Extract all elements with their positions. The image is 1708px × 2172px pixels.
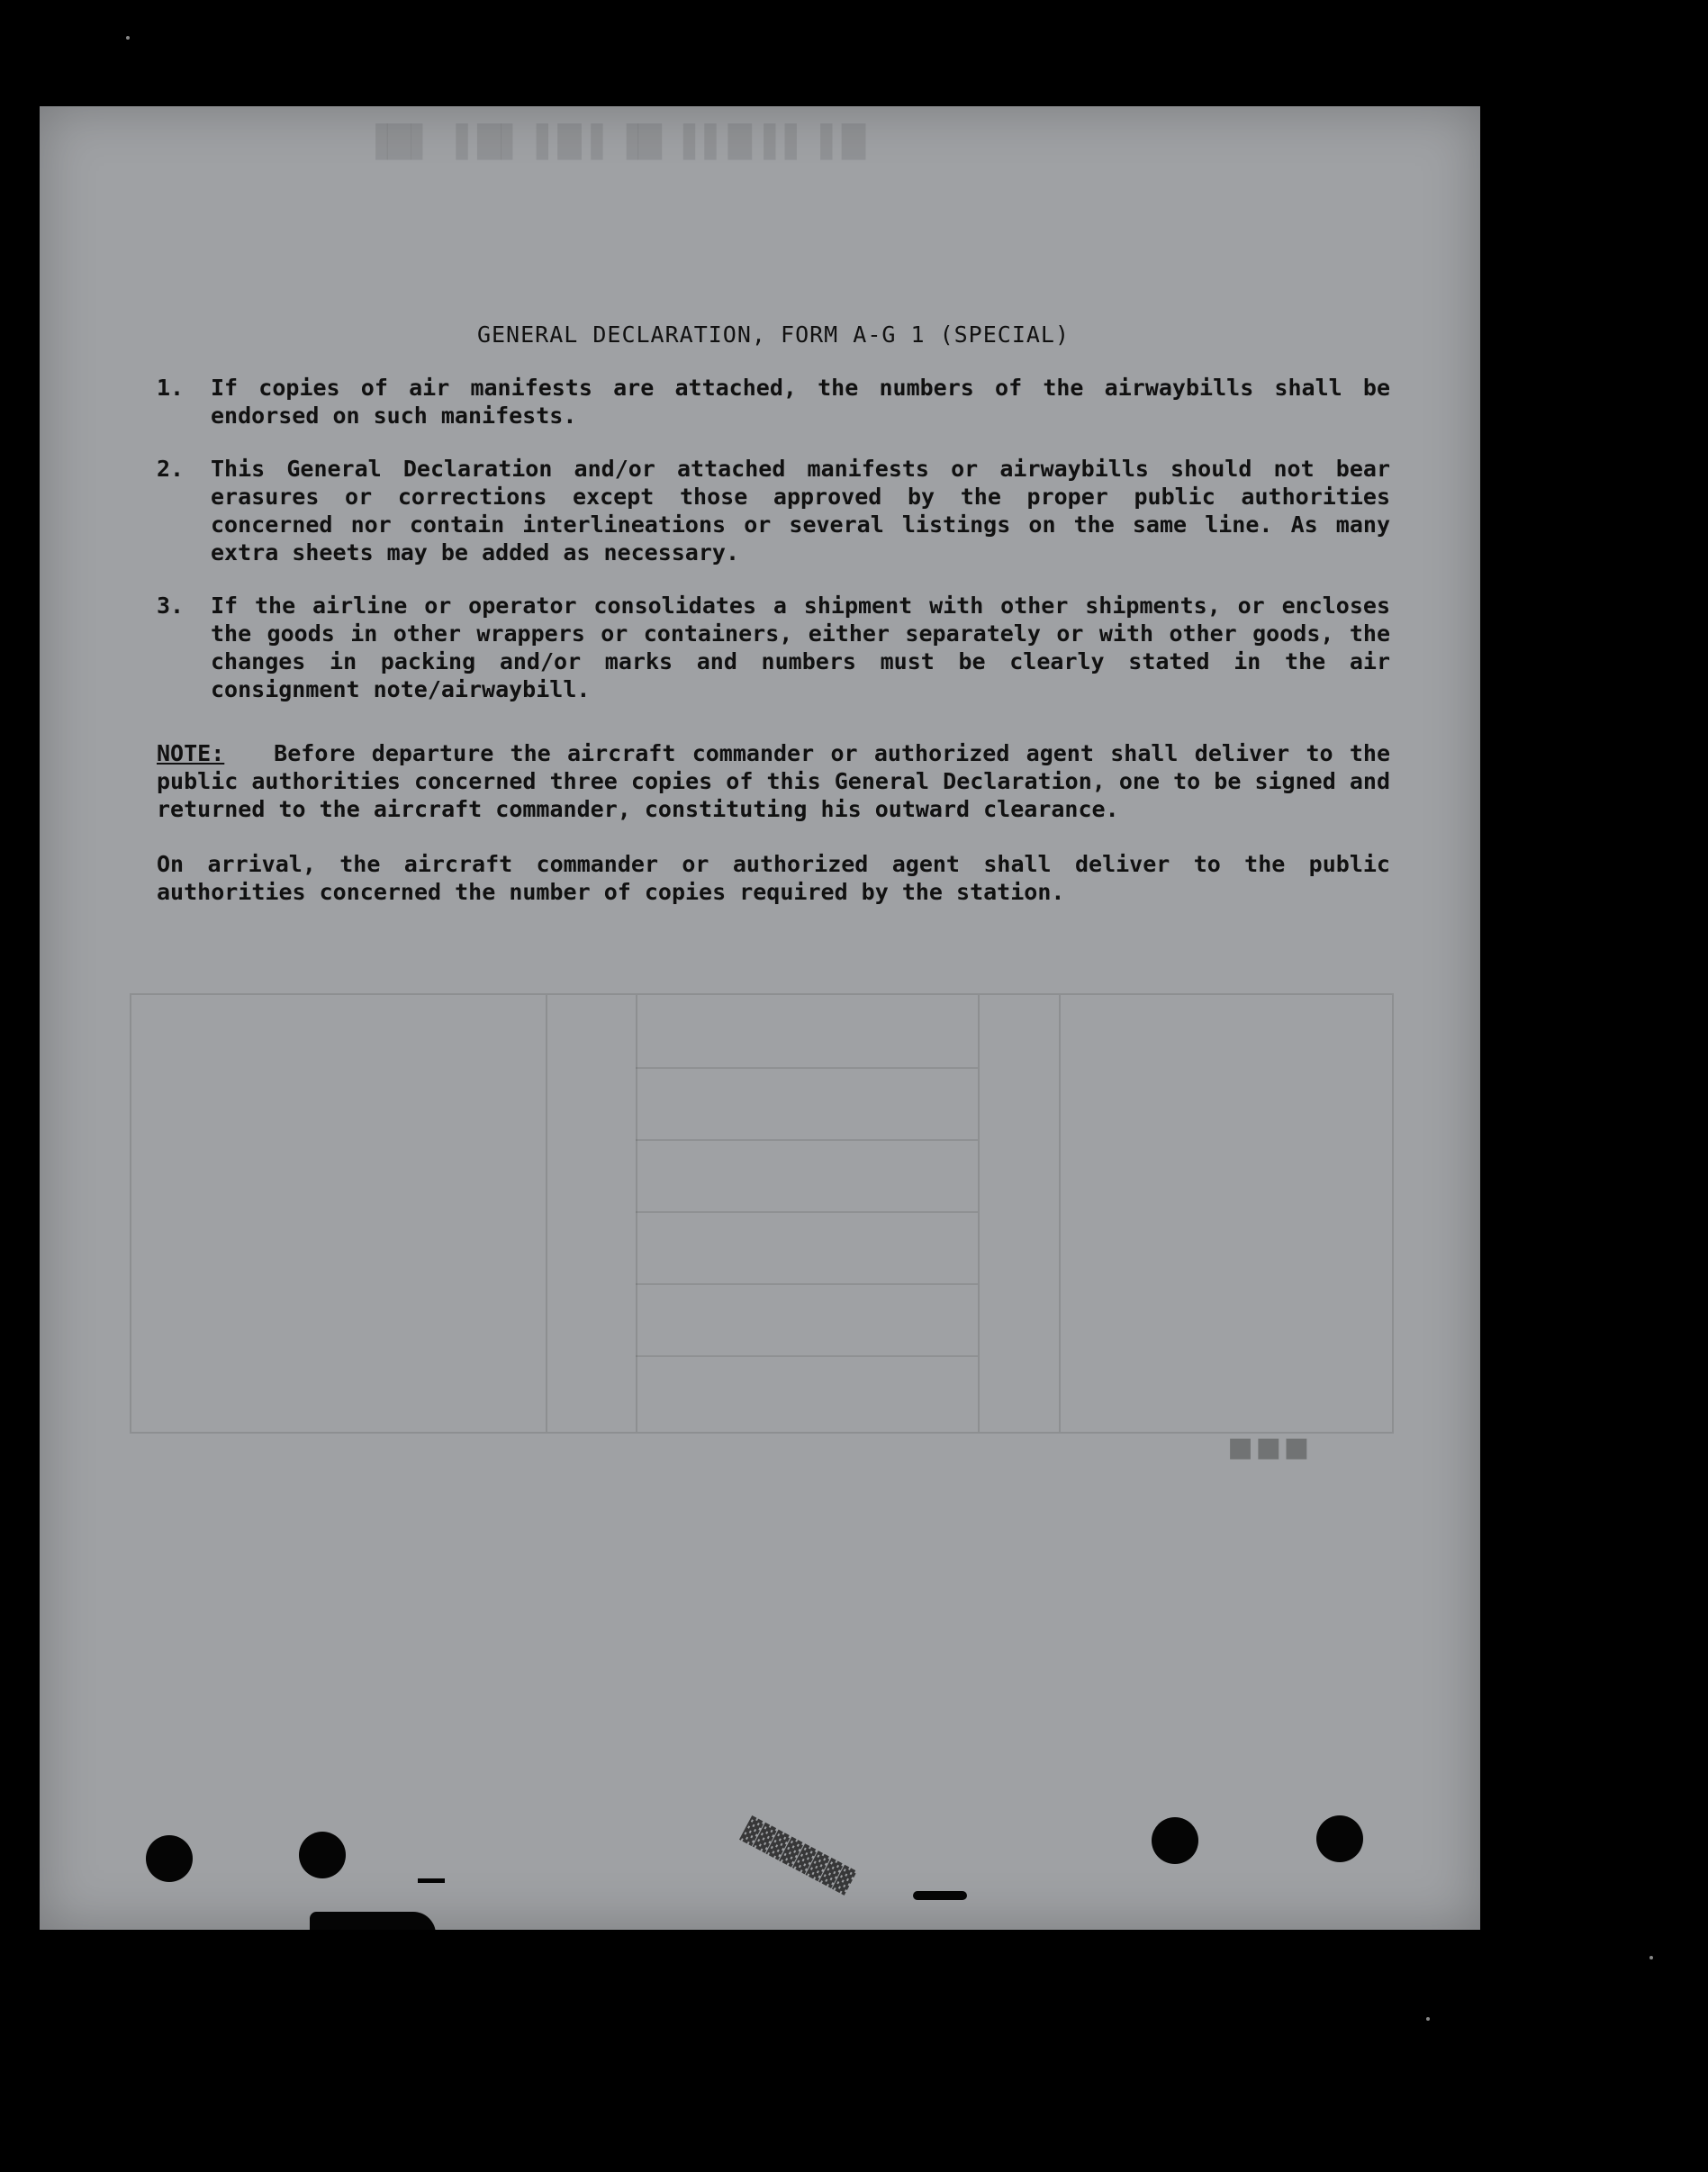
page-tear bbox=[913, 1891, 967, 1900]
item-text: If copies of air manifests are attached, the numbers of the airwaybills shall be endorsed on such manifests. bbox=[211, 375, 1390, 429]
dust-speck bbox=[1426, 2017, 1430, 2021]
paper-sheet bbox=[40, 106, 1480, 1930]
declaration-instructions bbox=[157, 321, 1390, 906]
stamp-mark: ▓▓▓▓▓▓▓▓ bbox=[737, 1815, 857, 1896]
note-label: NOTE: bbox=[157, 740, 225, 766]
bleed-through-grid bbox=[130, 993, 1394, 1434]
item-number: 1. bbox=[157, 375, 185, 401]
item-number: 3. bbox=[157, 593, 185, 619]
note-paragraph bbox=[157, 739, 1390, 823]
note-text: Before departure the aircraft commander or authorized agent shall deliver to the public authorities concerned three copies of this General Declaration, one to be signed and returned to the aircraft commander, constituting his outward clearance. bbox=[157, 740, 1390, 822]
page-tear bbox=[310, 1912, 436, 1930]
bleed-through-mark: ▪▪▪ bbox=[1226, 1421, 1311, 1470]
punch-hole bbox=[1152, 1817, 1198, 1864]
instruction-item bbox=[157, 592, 1390, 703]
punch-hole bbox=[1316, 1815, 1363, 1862]
page-tear bbox=[418, 1878, 445, 1883]
dust-speck bbox=[126, 36, 130, 40]
item-text: If the airline or operator consolidates a shipment with other shipments, or encloses the goods in other wrappers or containers, either separately or with other goods, the changes in packing and/or marks and numbers must be clearly stated in the air consignment note/airwaybill. bbox=[211, 593, 1390, 702]
item-number: 2. bbox=[157, 456, 185, 482]
instruction-item bbox=[157, 455, 1390, 566]
item-text: This General Declaration and/or attached manifests or airwaybills should not bear erasures or corrections except those approved by the proper public authorities concerned nor contain interlineations or several listings on the same line. As many extra sheets may be added as necessary. bbox=[211, 456, 1390, 566]
bleed-through-header: █ ▌▐ ▌█▐ ▌ █▌▐ █ ▌▐█ ▌ ▐█▌ bbox=[364, 124, 866, 160]
punch-hole bbox=[299, 1832, 346, 1878]
document-title: GENERAL DECLARATION, FORM A-G 1 (SPECIAL) bbox=[476, 321, 1071, 348]
arrival-paragraph: On arrival, the aircraft commander or authorized agent shall deliver to the public authorities concerned the number of copies required by the station. bbox=[157, 851, 1390, 905]
punch-hole bbox=[146, 1835, 193, 1882]
instruction-item bbox=[157, 374, 1390, 430]
dust-speck bbox=[1649, 1956, 1653, 1959]
